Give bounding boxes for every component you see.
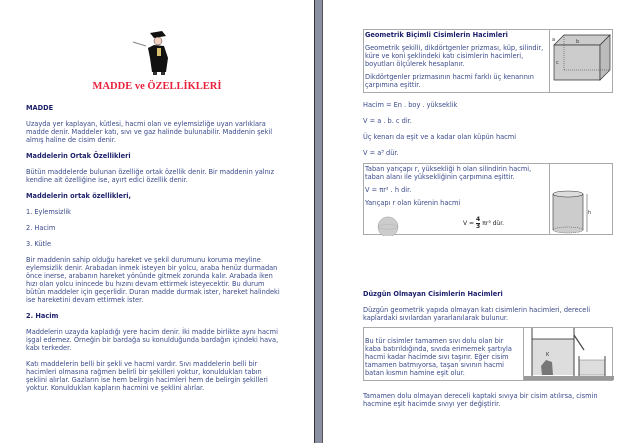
displacement-box (363, 327, 613, 381)
final-paragraph (363, 392, 613, 416)
teacher-clipart-icon (130, 28, 175, 76)
cylinder-figure (549, 164, 612, 234)
formula: V = a . b. c dir. (363, 117, 412, 125)
sphere-formula: V = $\frac{4}{3}$ πr³ dür. (463, 216, 505, 230)
heading-duzgun-olmayan: Düzgün Olmayan Cisimlerin Hacimleri (363, 290, 503, 298)
heading-geometrik: Geometrik Biçimli Cisimlerin Hacimleri (365, 31, 508, 39)
left-page (0, 0, 314, 443)
paragraph: Maddelerin uzayda kapladığı yere hacim denir. İki madde birlikte aynı hacmi işgal edemez. Örneğin bir bardağa su konulduğunda bardağın içindeki hava, kabı terkeder. (26, 328, 279, 352)
paragraph: Katı maddelerin belli bir şekli ve hacmi vardır. Sıvı maddelerin belli bir hacimleri olmasına rağmen belirli bir şekilleri yoktur, konuldukları tabın şeklini alırlar. Gazların ise hem belirgin hacimleri hem de belirgin şekilleri yoktur. Konuldukları kapların hacmini ve şeklini alırlar. (26, 360, 268, 392)
heading-madde: MADDE (26, 104, 54, 112)
formulas (363, 101, 613, 165)
paragraph: Geometrik şekilli, dikdörtgenler prizması, küp, silindir, küre ve koni şeklindeki katı cisimlerin hacimleri, boyutları ölçülerek hesaplanır. (365, 44, 544, 68)
paragraph: Uzayda yer kaplayan, kütlesi, hacmi olan ve eylemsizliğe uyan varlıklara madde denir. Maddeler katı, sıvı ve gaz halinde bulunabilir. Maddenin şekil almış haline de cisim denir. (26, 120, 273, 144)
prism-icon (550, 30, 614, 92)
formula: Hacim = En . boy . yükseklik (363, 101, 458, 109)
paragraph: Bir maddenin sahip olduğu hareket ve şekil durumunu koruma meyline eylemsizlik denir. Arabadan inmek isteyen bir yolcu, araba henüz durmadan önce inerse, arabanın hareket yönünde gitmek zorunda kalır. Arabada iken hızı olan yolcu inincede bu hızını devam ettirmek isteyecektir. Bu durum bütün maddeler için geçerlidir. Duran madde durmak ister, hareket halindeki ise hareketini devam ettirmek ister. (26, 256, 280, 304)
label-h: h (588, 210, 592, 216)
paragraph: Dikdörtgenler prizmasının hacmi farklı üç kenarının çarpımına eşittir. (365, 73, 534, 89)
paragraph: Tamamen dolu olmayan dereceli kaptaki sıvıya bir cisim atılırsa, cismin hacmine eşit hacimde sıvıyı yer değiştirir. (363, 392, 598, 408)
irregular-section (363, 290, 613, 330)
paragraph: Bütün maddelerde bulunan özelliğe ortak özellik denir. Bir maddenin yalnız kendine ait özelliğine ise, ayırt edici özellik denir. (26, 168, 275, 184)
right-page (323, 0, 640, 443)
formula: V = πr² . h dir. (365, 186, 412, 194)
heading-hacim: 2. Hacim (26, 312, 59, 320)
page-separator (314, 0, 323, 443)
sphere-icon (365, 216, 411, 236)
formula: Üç kenarı da eşit ve a kadar olan küpün hacmi (363, 133, 517, 141)
list-item: 2. Hacim (26, 224, 56, 232)
paragraph: Düzgün geometrik yapıda olmayan katı cisimlerin hacimleri, dereceli kaplardaki sıvılardan yararlanılarak bulunur. (363, 306, 591, 322)
cylinder-sphere-box (363, 163, 613, 235)
label-a: a (552, 37, 556, 43)
paragraph: Bu tür cisimler tamamen sıvı dolu olan bir kaba batırıldığında, sıvıda erimemek şartıyla hacmi kadar hacimde sıvı taşırır. Eğer cisim tamamen batmıyorsa, taşan sıvının hacmi batan kısmın hamine eşit olur. (365, 337, 512, 377)
label-b: b (576, 39, 580, 45)
heading-ortak: Maddelerin Ortak Özellikleri (26, 152, 131, 160)
cylinder-icon (550, 164, 614, 234)
left-content (26, 104, 281, 400)
page-title: MADDE ve ÖZELLİKLERİ (92, 81, 222, 92)
prism-figure (549, 30, 612, 92)
list-item: 1. Eylemsizlik (26, 208, 71, 216)
formula: Yarıçapı r olan kürenin hacmi (365, 199, 461, 207)
formula: V = a³ dür. (363, 149, 399, 157)
prism-box (363, 29, 613, 93)
displacement-figure (523, 328, 612, 380)
paragraph: Taban yarıçapı r, yüksekliği h olan silindirin hacmi, taban alanı ile yüksekliğinin çarpımına eşittir. (365, 165, 532, 181)
label-k: K (546, 352, 550, 358)
label-c: c (556, 60, 559, 66)
list-item: 3. Kütle (26, 240, 52, 248)
overflow-vessel-icon (524, 328, 614, 380)
heading-ortak-list: Maddelerin ortak özellikleri, (26, 192, 131, 200)
